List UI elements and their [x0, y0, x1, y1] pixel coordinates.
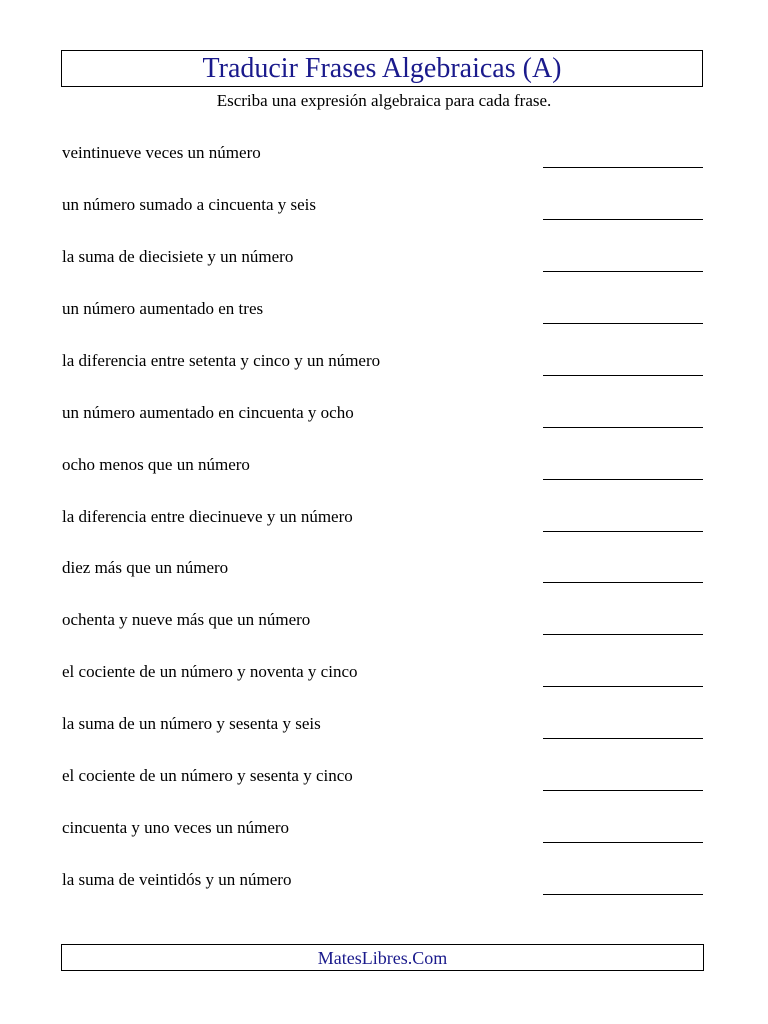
answer-blank[interactable]: [543, 738, 703, 739]
problem-phrase: cincuenta y uno veces un número: [62, 818, 290, 837]
problem-phrase: un número aumentado en tres: [62, 299, 264, 318]
answer-blank[interactable]: [543, 271, 703, 272]
problem-row: [62, 558, 704, 588]
answer-blank[interactable]: [543, 219, 703, 220]
problem-row: [62, 455, 704, 485]
problem-phrase: la suma de diecisiete y un número: [62, 247, 294, 266]
answer-blank[interactable]: [543, 167, 703, 168]
problem-row: [62, 714, 704, 744]
answer-blank[interactable]: [543, 479, 703, 480]
answer-blank[interactable]: [543, 686, 703, 687]
footer-site-link[interactable]: MatesLibres.Com: [317, 947, 448, 968]
problem-phrase: veintinueve veces un número: [62, 143, 261, 162]
problem-row: [62, 143, 704, 173]
problem-phrase: la suma de veintidós y un número: [62, 870, 292, 889]
answer-blank[interactable]: [543, 842, 703, 843]
problem-phrase: el cociente de un número y noventa y cinco: [62, 662, 358, 681]
problem-phrase: ochenta y nueve más que un número: [62, 610, 311, 629]
problem-phrase: la suma de un número y sesenta y seis: [62, 714, 321, 733]
problem-row: [62, 766, 704, 796]
problem-phrase: la diferencia entre diecinueve y un número: [62, 507, 353, 526]
instructions: Escriba una expresión algebraica para cada frase.: [216, 91, 552, 110]
problem-phrase: un número sumado a cincuenta y seis: [62, 195, 316, 214]
problem-row: [62, 507, 704, 537]
problem-row: [62, 403, 704, 433]
problem-row: [62, 870, 704, 900]
answer-blank[interactable]: [543, 427, 703, 428]
problem-phrase: un número aumentado en cincuenta y ocho: [62, 403, 354, 422]
answer-blank[interactable]: [543, 582, 703, 583]
problem-row: [62, 299, 704, 329]
problem-phrase: ocho menos que un número: [62, 455, 250, 474]
problem-phrase: la diferencia entre setenta y cinco y un número: [62, 351, 381, 370]
problem-phrase: diez más que un número: [62, 558, 229, 577]
answer-blank[interactable]: [543, 323, 703, 324]
problem-row: [62, 610, 704, 640]
problem-row: [62, 818, 704, 848]
answer-blank[interactable]: [543, 531, 703, 532]
problem-row: [62, 351, 704, 381]
answer-blank[interactable]: [543, 790, 703, 791]
problem-row: [62, 662, 704, 692]
problem-phrase: el cociente de un número y sesenta y cinco: [62, 766, 353, 785]
problem-row: [62, 247, 704, 277]
worksheet-title: Traducir Frases Algebraicas (A): [202, 52, 562, 84]
answer-blank[interactable]: [543, 634, 703, 635]
footer-box: [61, 944, 704, 971]
answer-blank[interactable]: [543, 375, 703, 376]
answer-blank[interactable]: [543, 894, 703, 895]
problem-row: [62, 195, 704, 225]
